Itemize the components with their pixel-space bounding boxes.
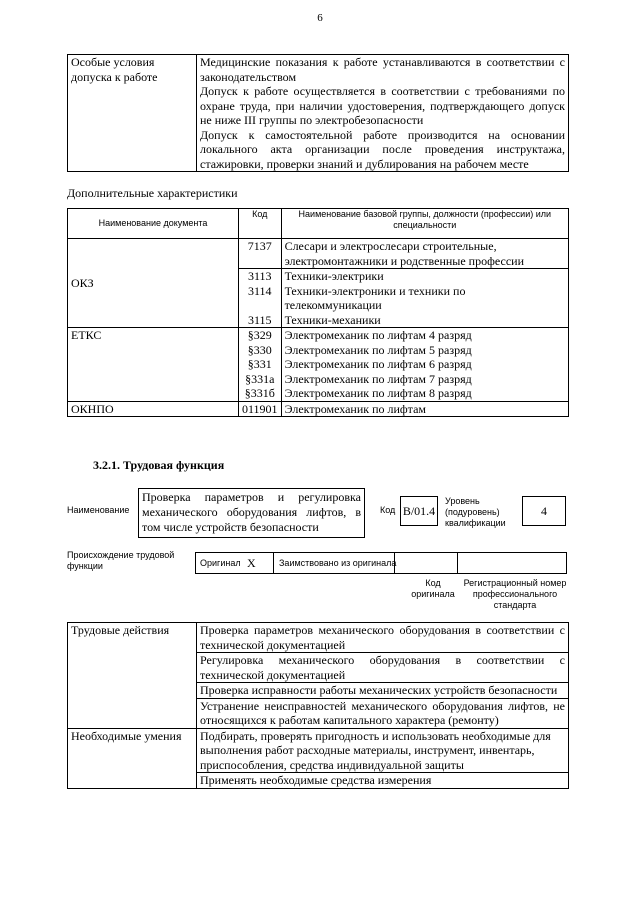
original-label: Оригинал [200, 558, 241, 568]
skill-item: Подбирать, проверять пригодность и использовать необходимые для выполнения работ расходные материалы, инструмент, инвентарь, приспособления, средства индивидуальной защиты [197, 728, 569, 773]
name-cell: Слесари и электрослесари строительные, электромонтажники и родственные профессии [281, 239, 568, 269]
name-line: Электромеханик по лифтам 6 разряд [284, 357, 472, 371]
doc-oknpo: ОКНПО [68, 401, 239, 417]
code-line [242, 298, 278, 313]
doc-etks: ЕТКС [68, 328, 239, 402]
action-item: Проверка исправности работы механических устройств безопасности [197, 683, 569, 699]
name-cell [281, 328, 568, 402]
header-name: Наименование базовой группы, должности (профессии) или специальности [281, 209, 568, 239]
level-label: Уровень (подуровень) квалификации [445, 496, 506, 528]
level-value: 4 [522, 496, 566, 526]
code-original-label: Код оригинала [411, 578, 455, 599]
code-cell: 011901 [239, 401, 282, 417]
name-label: Наименование [67, 505, 130, 515]
header-code: Код [239, 209, 282, 239]
function-code: В/01.4 [400, 496, 438, 526]
code-line: §329 [247, 328, 272, 342]
actions-skills-table [67, 622, 569, 789]
function-heading: 3.2.1. Трудовая функция [93, 458, 225, 472]
code-line: §330 [247, 342, 272, 357]
name-line: Электромеханик по лифтам 7 разряд [284, 371, 472, 386]
reg-number-label: Регистрационный номер профессионального стандарта [463, 578, 567, 610]
page-number: 6 [317, 12, 323, 24]
additional-heading: Дополнительные характеристики [67, 186, 238, 200]
actions-label: Трудовые действия [68, 623, 197, 729]
origin-box [195, 552, 567, 574]
action-item: Устранение неисправностей механического оборудования лифтов, не относящихся к работам капитального характера (ремонту) [197, 698, 569, 728]
code-line: §331а [245, 371, 275, 386]
code-cell: 7137 [239, 239, 282, 269]
code-line: §331б [244, 386, 275, 400]
code-line: 3113 [248, 269, 272, 283]
origin-label: Происхождение трудовой функции [67, 550, 175, 571]
name-line: Электромеханик по лифтам 5 разряд [284, 342, 472, 357]
conditions-label: Особые условия допуска к работе [68, 55, 197, 172]
skills-label: Необходимые умения [68, 728, 197, 788]
header-doc: Наименование документа [68, 209, 239, 239]
code-line: 3115 [248, 312, 272, 327]
divider [273, 553, 274, 573]
code-cell [239, 269, 282, 328]
doc-okz: ОКЗ [68, 239, 239, 328]
conditions-item: Медицинские показания к работе устанавливаются в соответствии с законодательством [200, 55, 565, 84]
conditions-item: Допуск к самостоятельной работе производится на основании локального акта организации после проведения инструктажа, стажировки, проверки знаний и дублирования на рабочем месте [200, 127, 565, 171]
name-line: Техники-механики [284, 312, 381, 327]
code-cell [239, 328, 282, 402]
name-cell [281, 269, 568, 328]
name-line: телекоммуникации [284, 298, 382, 312]
function-name: Проверка параметров и регулировка механического оборудования лифтов, в том числе устройств безопасности [138, 488, 365, 538]
code-line: 3114 [248, 283, 272, 298]
action-item: Проверка параметров механического оборудования в соответствии с технической документацией [197, 623, 569, 653]
skill-item: Применять необходимые средства измерения [197, 773, 569, 789]
divider [394, 553, 395, 573]
name-cell: Электромеханик по лифтам [281, 401, 568, 417]
additional-table [67, 208, 569, 417]
borrowed-label: Заимствовано из оригинала [279, 558, 397, 568]
name-line: Электромеханик по лифтам 4 разряд [284, 328, 472, 342]
conditions-content [197, 55, 569, 172]
code-line: §331 [247, 357, 272, 371]
divider [457, 553, 458, 573]
original-mark: X [247, 556, 256, 570]
name-line: Электромеханик по лифтам 8 разряд [284, 386, 472, 400]
conditions-item: Допуск к работе осуществляется в соответствии с требованиями по охране труда, при наличии удостоверения, подтверждающего допуск не ниже III группы по электробезопасности [200, 84, 565, 127]
conditions-table [67, 54, 569, 172]
name-line: Техники-электроники и техники по [284, 283, 466, 298]
action-item: Регулировка механического оборудования в соответствии с технической документацией [197, 653, 569, 683]
name-line: Техники-электрики [284, 269, 384, 283]
code-label: Код [380, 505, 396, 515]
